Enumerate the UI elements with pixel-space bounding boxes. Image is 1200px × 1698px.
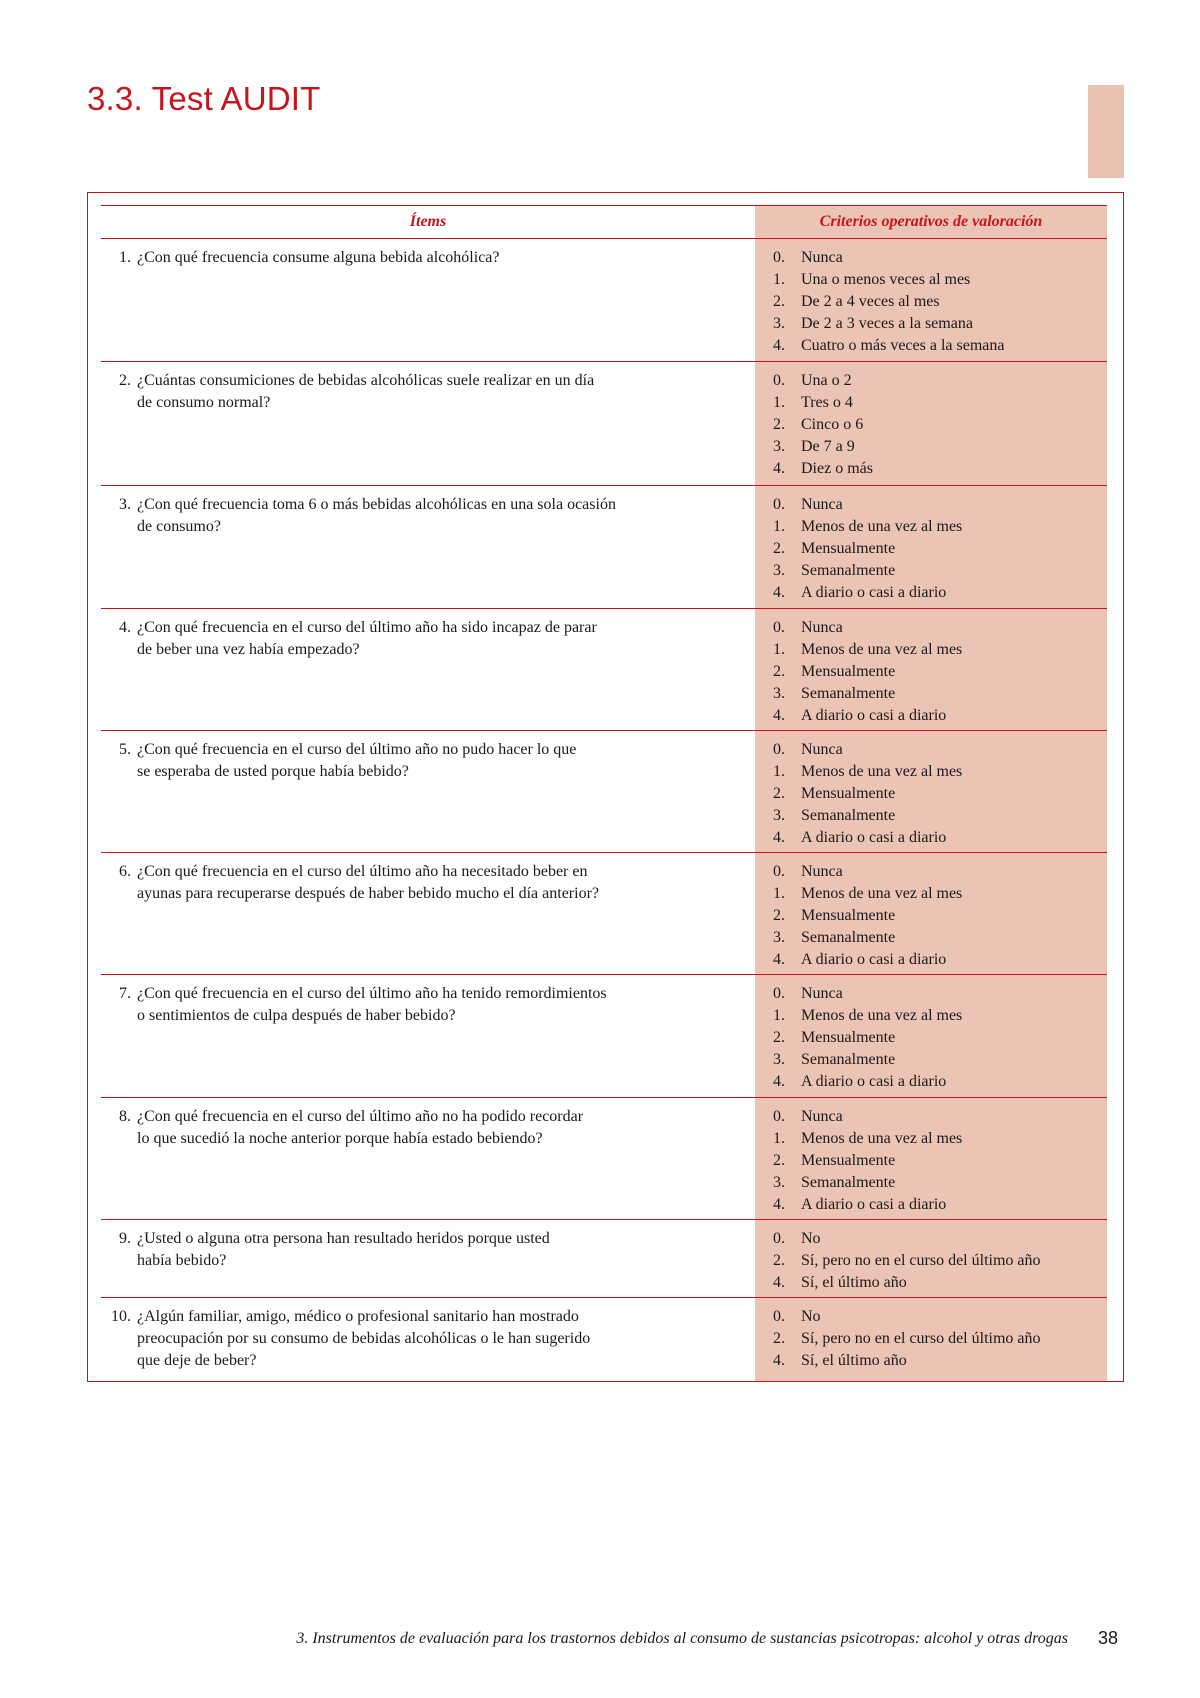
- item-question-line: que deje de beber?: [137, 1352, 257, 1369]
- option-score: 2.: [773, 293, 785, 310]
- option-score: 2.: [773, 1252, 785, 1269]
- item-question-line: ¿Con qué frecuencia consume alguna bebida alcohólica?: [137, 249, 500, 266]
- item-cell: [101, 486, 755, 608]
- item-number: 1.: [119, 249, 131, 266]
- item-question-line: de consumo normal?: [137, 394, 271, 411]
- option-score: 4.: [773, 1352, 785, 1369]
- option-score: 0.: [773, 1308, 785, 1325]
- option-score: 3.: [773, 685, 785, 702]
- option-label: No: [801, 1308, 821, 1325]
- table-row: [101, 486, 1107, 609]
- option-label: Mensualmente: [801, 785, 896, 802]
- criteria-option: [755, 1071, 1107, 1093]
- option-label: Nunca: [801, 863, 843, 880]
- option-label: Nunca: [801, 1108, 843, 1125]
- criteria-option: [755, 370, 1107, 392]
- criteria-option: [755, 783, 1107, 805]
- option-label: Cinco o 6: [801, 416, 864, 433]
- table-row: [101, 1298, 1107, 1381]
- criteria-option: [755, 1250, 1107, 1272]
- option-score: 1.: [773, 885, 785, 902]
- option-score: 0.: [773, 372, 785, 389]
- option-score: 2.: [773, 1029, 785, 1046]
- criteria-cell: [755, 609, 1107, 730]
- option-score: 0.: [773, 1108, 785, 1125]
- criteria-option: [755, 313, 1107, 335]
- option-score: 3.: [773, 1051, 785, 1068]
- table-row: [101, 1220, 1107, 1298]
- option-score: 4.: [773, 951, 785, 968]
- criteria-cell: [755, 1220, 1107, 1297]
- option-score: 1.: [773, 1130, 785, 1147]
- option-label: Mensualmente: [801, 663, 896, 680]
- item-cell: [101, 1098, 755, 1219]
- option-label: Sí, pero no en el curso del último año: [801, 1252, 1041, 1269]
- option-score: 1.: [773, 1007, 785, 1024]
- option-label: De 2 a 4 veces al mes: [801, 293, 940, 310]
- criteria-cell: [755, 1298, 1107, 1381]
- item-cell: [101, 731, 755, 852]
- option-label: Menos de una vez al mes: [801, 518, 963, 535]
- option-score: 4.: [773, 1274, 785, 1291]
- criteria-option: [755, 739, 1107, 761]
- item-question-line: había bebido?: [137, 1252, 227, 1269]
- item-question-line: ¿Con qué frecuencia en el curso del último año no pudo hacer lo que: [137, 741, 577, 758]
- item-question-line: de consumo?: [137, 518, 221, 535]
- criteria-option: [755, 1027, 1107, 1049]
- criteria-option: [755, 1049, 1107, 1071]
- option-score: 2.: [773, 416, 785, 433]
- item-number: 2.: [119, 372, 131, 389]
- criteria-option: [755, 983, 1107, 1005]
- criteria-option: [755, 436, 1107, 458]
- option-label: A diario o casi a diario: [801, 829, 947, 846]
- option-label: Tres o 4: [801, 394, 853, 411]
- option-score: 4.: [773, 1196, 785, 1213]
- option-label: Menos de una vez al mes: [801, 1007, 963, 1024]
- table-header-row: [101, 205, 1107, 239]
- item-question-line: ¿Con qué frecuencia toma 6 o más bebidas alcohólicas en una sola ocasión: [137, 496, 616, 513]
- header-criteria: Criterios operativos de valoración: [755, 206, 1107, 238]
- option-label: Nunca: [801, 619, 843, 636]
- criteria-cell: [755, 486, 1107, 608]
- option-score: 0.: [773, 985, 785, 1002]
- option-score: 4.: [773, 584, 785, 601]
- option-label: Mensualmente: [801, 1029, 896, 1046]
- option-score: 0.: [773, 741, 785, 758]
- option-label: Menos de una vez al mes: [801, 885, 963, 902]
- option-score: 0.: [773, 496, 785, 513]
- option-label: Semanalmente: [801, 1051, 896, 1068]
- criteria-option: [755, 247, 1107, 269]
- criteria-option: [755, 1005, 1107, 1027]
- item-question-line: ¿Con qué frecuencia en el curso del último año ha necesitado beber en: [137, 863, 588, 880]
- criteria-cell: [755, 239, 1107, 361]
- criteria-option: [755, 1272, 1107, 1294]
- criteria-cell: [755, 1098, 1107, 1219]
- table-row: [101, 609, 1107, 731]
- criteria-cell: [755, 362, 1107, 485]
- criteria-option: [755, 927, 1107, 949]
- option-score: 4.: [773, 337, 785, 354]
- option-label: A diario o casi a diario: [801, 707, 947, 724]
- option-score: 4.: [773, 829, 785, 846]
- criteria-option: [755, 1228, 1107, 1250]
- item-cell: [101, 975, 755, 1097]
- item-number: 4.: [119, 619, 131, 636]
- option-label: Una o menos veces al mes: [801, 271, 971, 288]
- criteria-cell: [755, 975, 1107, 1097]
- option-label: Menos de una vez al mes: [801, 641, 963, 658]
- criteria-option: [755, 1350, 1107, 1372]
- option-label: A diario o casi a diario: [801, 1196, 947, 1213]
- option-score: 1.: [773, 518, 785, 535]
- option-label: Semanalmente: [801, 807, 896, 824]
- option-score: 3.: [773, 438, 785, 455]
- option-label: Nunca: [801, 985, 843, 1002]
- criteria-option: [755, 805, 1107, 827]
- criteria-cell: [755, 853, 1107, 974]
- item-question-line: preocupación por su consumo de bebidas alcohólicas o le han sugerido: [137, 1330, 591, 1347]
- option-score: 1.: [773, 394, 785, 411]
- option-label: Nunca: [801, 496, 843, 513]
- criteria-option: [755, 639, 1107, 661]
- table-row: [101, 1098, 1107, 1220]
- option-label: Nunca: [801, 741, 843, 758]
- criteria-option: [755, 1128, 1107, 1150]
- option-score: 2.: [773, 1330, 785, 1347]
- option-label: Sí, el último año: [801, 1274, 907, 1291]
- option-score: 3.: [773, 315, 785, 332]
- option-score: 4.: [773, 460, 785, 477]
- item-question-line: ¿Algún familiar, amigo, médico o profesional sanitario han mostrado: [137, 1308, 579, 1325]
- item-question-line: o sentimientos de culpa después de haber bebido?: [137, 1007, 456, 1024]
- option-label: No: [801, 1230, 821, 1247]
- criteria-option: [755, 683, 1107, 705]
- option-score: 3.: [773, 807, 785, 824]
- option-label: Semanalmente: [801, 929, 896, 946]
- criteria-option: [755, 705, 1107, 727]
- item-number: 10.: [111, 1308, 131, 1325]
- criteria-option: [755, 661, 1107, 683]
- option-score: 1.: [773, 763, 785, 780]
- page-title: 3.3. Test AUDIT: [87, 80, 321, 117]
- option-score: 2.: [773, 663, 785, 680]
- criteria-option: [755, 494, 1107, 516]
- item-cell: [101, 1220, 755, 1297]
- item-number: 5.: [119, 741, 131, 758]
- option-label: Mensualmente: [801, 540, 896, 557]
- item-question-line: se esperaba de usted porque había bebido?: [137, 763, 409, 780]
- table-row: [101, 975, 1107, 1098]
- item-number: 6.: [119, 863, 131, 880]
- option-label: Mensualmente: [801, 907, 896, 924]
- criteria-option: [755, 905, 1107, 927]
- header-items: Ítems: [409, 213, 447, 230]
- item-question-line: ayunas para recuperarse después de haber bebido mucho el día anterior?: [137, 885, 600, 902]
- item-number: 7.: [119, 985, 131, 1002]
- item-cell: [101, 362, 755, 485]
- option-label: A diario o casi a diario: [801, 584, 947, 601]
- table-row: [101, 362, 1107, 486]
- audit-table: [101, 205, 1107, 1381]
- option-score: 3.: [773, 1174, 785, 1191]
- option-label: Una o 2: [801, 372, 852, 389]
- option-label: A diario o casi a diario: [801, 1073, 947, 1090]
- criteria-option: [755, 883, 1107, 905]
- option-label: Menos de una vez al mes: [801, 1130, 963, 1147]
- option-label: Semanalmente: [801, 562, 896, 579]
- criteria-option: [755, 458, 1107, 480]
- option-score: 1.: [773, 641, 785, 658]
- option-label: Mensualmente: [801, 1152, 896, 1169]
- footer-chapter-title: 3. Instrumentos de evaluación para los trastornos debidos al consumo de sustancias psicotropas: alcohol y otras drogas: [296, 1630, 1068, 1647]
- criteria-option: [755, 617, 1107, 639]
- option-label: Semanalmente: [801, 1174, 896, 1191]
- criteria-option: [755, 1150, 1107, 1172]
- item-cell: [101, 1298, 755, 1381]
- item-question-line: ¿Cuántas consumiciones de bebidas alcohólicas suele realizar en un día: [137, 372, 595, 389]
- option-score: 0.: [773, 863, 785, 880]
- option-label: Menos de una vez al mes: [801, 763, 963, 780]
- option-label: Sí, el último año: [801, 1352, 907, 1369]
- criteria-option: [755, 1172, 1107, 1194]
- criteria-option: [755, 392, 1107, 414]
- option-label: A diario o casi a diario: [801, 951, 947, 968]
- criteria-option: [755, 1306, 1107, 1328]
- option-label: De 2 a 3 veces a la semana: [801, 315, 973, 332]
- criteria-option: [755, 1106, 1107, 1128]
- side-color-band: [1088, 85, 1124, 178]
- criteria-option: [755, 761, 1107, 783]
- page-number: 38: [1098, 1628, 1119, 1648]
- criteria-option: [755, 560, 1107, 582]
- option-label: Sí, pero no en el curso del último año: [801, 1330, 1041, 1347]
- option-score: 2.: [773, 785, 785, 802]
- option-score: 2.: [773, 540, 785, 557]
- option-score: 0.: [773, 249, 785, 266]
- criteria-option: [755, 516, 1107, 538]
- item-cell: [101, 239, 755, 361]
- criteria-option: [755, 582, 1107, 604]
- option-label: Nunca: [801, 249, 843, 266]
- option-score: 4.: [773, 1073, 785, 1090]
- table-row: [101, 731, 1107, 853]
- table-row: [101, 239, 1107, 362]
- option-score: 2.: [773, 1152, 785, 1169]
- option-label: Diez o más: [801, 460, 873, 477]
- item-number: 9.: [119, 1230, 131, 1247]
- criteria-option: [755, 414, 1107, 436]
- table-row: [101, 853, 1107, 975]
- option-score: 3.: [773, 562, 785, 579]
- criteria-option: [755, 1328, 1107, 1350]
- item-question-line: ¿Con qué frecuencia en el curso del último año ha tenido remordimientos: [137, 985, 607, 1002]
- criteria-option: [755, 861, 1107, 883]
- option-label: Cuatro o más veces a la semana: [801, 337, 1005, 354]
- item-question-line: ¿Con qué frecuencia en el curso del último año ha sido incapaz de parar: [137, 619, 597, 636]
- criteria-option: [755, 827, 1107, 849]
- criteria-option: [755, 538, 1107, 560]
- option-label: De 7 a 9: [801, 438, 855, 455]
- criteria-option: [755, 949, 1107, 971]
- option-score: 2.: [773, 907, 785, 924]
- item-number: 8.: [119, 1108, 131, 1125]
- item-number: 3.: [119, 496, 131, 513]
- item-cell: [101, 853, 755, 974]
- criteria-option: [755, 269, 1107, 291]
- criteria-option: [755, 291, 1107, 313]
- option-score: 3.: [773, 929, 785, 946]
- option-score: 4.: [773, 707, 785, 724]
- item-question-line: ¿Con qué frecuencia en el curso del último año no ha podido recordar: [137, 1108, 584, 1125]
- option-score: 0.: [773, 1230, 785, 1247]
- item-question-line: lo que sucedió la noche anterior porque había estado bebiendo?: [137, 1130, 543, 1147]
- item-question-line: de beber una vez había empezado?: [137, 641, 360, 658]
- criteria-option: [755, 335, 1107, 357]
- criteria-option: [755, 1194, 1107, 1216]
- criteria-cell: [755, 731, 1107, 852]
- option-label: Semanalmente: [801, 685, 896, 702]
- item-cell: [101, 609, 755, 730]
- item-question-line: ¿Usted o alguna otra persona han resultado heridos porque usted: [137, 1230, 550, 1247]
- option-score: 1.: [773, 271, 785, 288]
- option-score: 0.: [773, 619, 785, 636]
